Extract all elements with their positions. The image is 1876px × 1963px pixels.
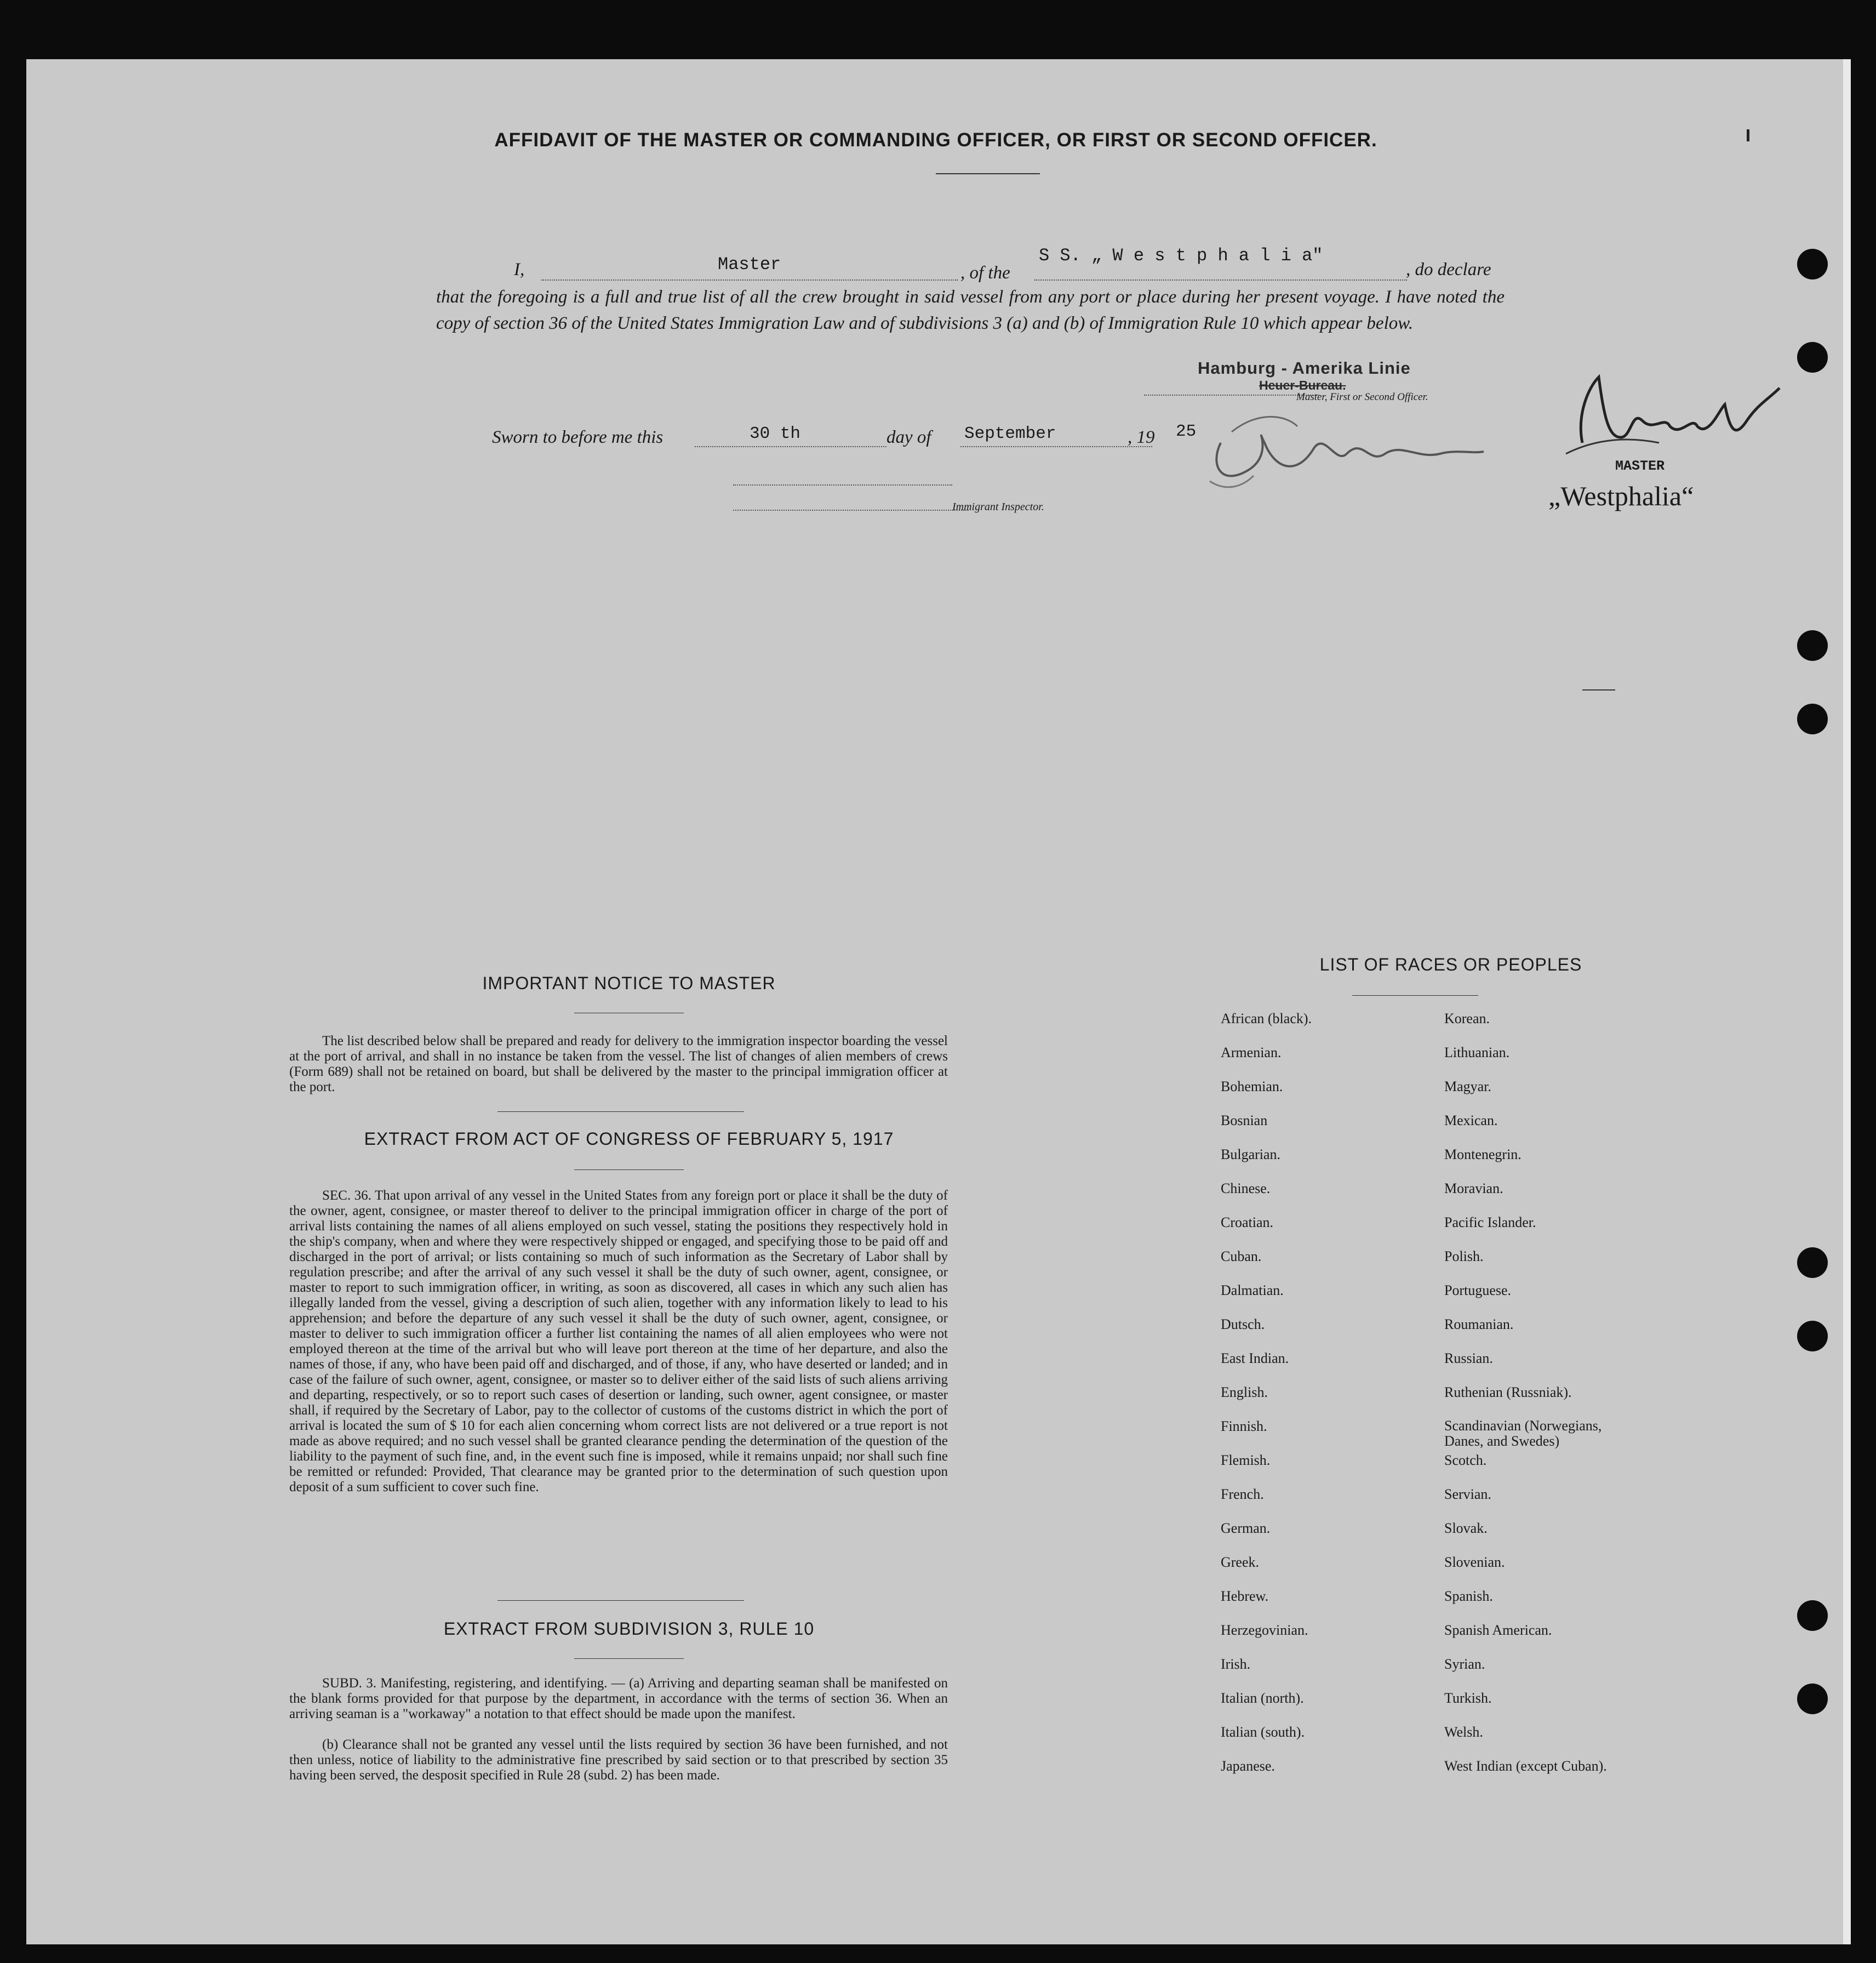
of-the-label: , of the xyxy=(960,263,1010,283)
inspector-line-top xyxy=(733,484,952,486)
punch-hole xyxy=(1797,1684,1828,1714)
sworn-month-line xyxy=(960,446,1152,447)
race-item: Irish. xyxy=(1221,1656,1251,1672)
race-item: Pacific Islander. xyxy=(1444,1214,1536,1230)
rule-text-a: SUBD. 3. Manifesting, registering, and identifying. — (a) Arriving and departing seaman shall be manifested on the blank forms provided for that purpose by the department, in accordance with the terms of section 36. When an arriving seaman is a "workaway" a notation to that effect should be made upon the manifest. xyxy=(289,1676,948,1721)
act-text: SEC. 36. That upon arrival of any vessel in the United States from any foreign port or place it shall be the duty of the owner, agent, consignee, or master thereof to deliver to the principal immigration officer in charge of the port of arrival lists containing the names of all aliens employed on such vessel, stating the positions they respectively hold in the ship's company, when and where they were respectively shipped or engaged, and specifying those to be paid off and discharged in the port of arrival; or lists containing so much of such information as the Secretary of Labor shall by regulation prescribe; and after the arrival of any such vessel it shall be the duty of such owner, agent, consignee, or master to report to such immigration officer, in writing, as soon as discovered, all cases in which any such alien has illegally landed from the vessel, giving a description of such alien, together with any information likely to lead to his apprehension; and before the departure of any such vessel it shall be the duty of such owner, agent, consignee, or master to deliver to such immigration officer a further list containing the names of all alien employees who were not employed thereon at the time of the arrival but who will leave port thereon at the time of her departure, and also the names of those, if any, who have been paid off and discharged, and of those, if any, who have deserted or landed; and in case of the failure of such owner, agent, consignee, or master so to deliver either of the said lists of such aliens arriving and departing, respectively, or so to report such cases of desertion or landing, such owner, agent consignee, or master shall, if required by the Secretary of Labor, pay to the collector of customs of the customs district in which the port of arrival is located the sum of $ 10 for each alien concerning whom correct lists are not delivered or a true report is not made as above required; and no such vessel shall be granted clearance pending the determination of the question of the liability to the payment of such fine, and, in the event such fine is imposed, while it remains unpaid; nor shall such fine be remitted or refunded: Provided, That clearance may be granted prior to the determination of such question upon deposit of a sum sufficient to cover such fine. xyxy=(289,1188,948,1494)
race-item: Polish. xyxy=(1444,1248,1484,1264)
intro-i: I, xyxy=(514,260,525,279)
punch-hole xyxy=(1797,1321,1828,1351)
race-item: African (black). xyxy=(1221,1011,1312,1026)
race-item: Bohemian. xyxy=(1221,1078,1283,1094)
sworn-day-line xyxy=(695,446,886,447)
race-item: Montenegrin. xyxy=(1444,1146,1522,1162)
act-end-divider xyxy=(497,1600,744,1601)
vessel-value: S S. „ W e s t p h a l i a" xyxy=(1039,246,1323,266)
race-item: Bulgarian. xyxy=(1221,1146,1281,1162)
race-item: Spanish American. xyxy=(1444,1622,1552,1638)
race-item: Lithuanian. xyxy=(1444,1045,1510,1060)
company-stamp-line2: Heuer-Bureau. xyxy=(1259,378,1346,392)
punch-hole xyxy=(1797,249,1828,279)
race-item: Korean. xyxy=(1444,1011,1490,1026)
year-prefix: , 19 xyxy=(1128,427,1155,447)
rule-title: EXTRACT FROM SUBDIVISION 3, RULE 10 xyxy=(443,1619,815,1639)
race-item: Finnish. xyxy=(1221,1418,1267,1434)
race-item: Slovak. xyxy=(1444,1520,1488,1536)
race-item: Roumanian. xyxy=(1444,1316,1514,1332)
race-item: Greek. xyxy=(1221,1554,1260,1570)
title-divider xyxy=(936,173,1040,174)
officer-value: Master xyxy=(718,254,781,275)
race-item: Russian. xyxy=(1444,1350,1493,1366)
day-of-label: day of xyxy=(886,427,931,447)
race-item: Moravian. xyxy=(1444,1180,1503,1196)
race-item: French. xyxy=(1221,1486,1264,1502)
signer-caption: Master, First or Second Officer. xyxy=(1296,391,1428,403)
stray-mark xyxy=(1582,689,1615,691)
officer-signature xyxy=(1188,377,1495,503)
rule-text-b: (b) Clearance shall not be granted any vessel until the lists required by section 36 have been furnished, and not then unless, notice of liability to the administrative fine prescribed by said section or to that prescribed by section 35 having been served, the desposit specified in Rule 28 (subd. 2) has been made. xyxy=(289,1737,948,1783)
company-stamp-line1: Hamburg - Amerika Linie xyxy=(1198,358,1411,378)
race-item: Croatian. xyxy=(1221,1214,1274,1230)
race-item: Magyar. xyxy=(1444,1078,1491,1094)
notice-text: The list described below shall be prepared and ready for delivery to the immigration inspector boarding the vessel at the port of arrival, and shall in no instance be taken from the vessel. The list of changes of alien members of crews (Form 689) shall not be retained on board, but shall be delivered by the master to the principal immigration officer at the port. xyxy=(289,1034,948,1094)
act-title: EXTRACT FROM ACT OF CONGRESS OF FEBRUARY 5, 1917 xyxy=(364,1129,894,1149)
races-title: LIST OF RACES OR PEOPLES xyxy=(1319,955,1582,974)
race-item: Scotch. xyxy=(1444,1452,1487,1468)
master-stamp-ship: „Westphalia“ xyxy=(1548,481,1694,511)
master-stamp-title: MASTER xyxy=(1615,458,1665,474)
race-item: Chinese. xyxy=(1221,1180,1271,1196)
vessel-line xyxy=(1034,279,1407,281)
year-value: 25 xyxy=(1176,422,1197,441)
race-item: Hebrew. xyxy=(1221,1588,1269,1604)
race-item: West Indian (except Cuban). xyxy=(1444,1758,1607,1774)
race-item: Turkish. xyxy=(1444,1690,1492,1706)
punch-hole xyxy=(1797,704,1828,734)
race-item: Slovenian. xyxy=(1444,1554,1505,1570)
notice-end-divider xyxy=(497,1111,744,1112)
race-item: German. xyxy=(1221,1520,1271,1536)
race-item: Japanese. xyxy=(1221,1758,1275,1774)
race-item: English. xyxy=(1221,1384,1268,1400)
corner-mark xyxy=(1747,129,1749,141)
sworn-label: Sworn to before me this xyxy=(492,427,664,447)
race-item: East Indian. xyxy=(1221,1350,1289,1366)
race-item: Bosnian xyxy=(1221,1112,1268,1128)
punch-hole xyxy=(1797,630,1828,661)
punch-hole xyxy=(1797,342,1828,373)
race-item: Ruthenian (Russniak). xyxy=(1444,1384,1572,1400)
do-declare-label: , do declare xyxy=(1406,260,1491,279)
race-item: Armenian. xyxy=(1221,1045,1282,1060)
notice-title: IMPORTANT NOTICE TO MASTER xyxy=(482,973,776,993)
race-item: Dalmatian. xyxy=(1221,1282,1284,1298)
sworn-day-value: 30 th xyxy=(750,424,801,443)
act-divider xyxy=(574,1169,684,1170)
inspector-caption: Immigrant Inspector. xyxy=(952,501,1044,513)
document-page xyxy=(26,59,1851,1944)
race-item: Cuban. xyxy=(1221,1248,1262,1264)
sworn-month-value: September xyxy=(964,424,1056,443)
race-item: Servian. xyxy=(1444,1486,1491,1502)
race-item: Italian (south). xyxy=(1221,1724,1305,1740)
race-item: Flemish. xyxy=(1221,1452,1271,1468)
race-item: Spanish. xyxy=(1444,1588,1493,1604)
races-divider xyxy=(1352,995,1478,996)
punch-hole xyxy=(1797,1247,1828,1278)
rule-divider xyxy=(574,1658,684,1659)
race-item: Syrian. xyxy=(1444,1656,1485,1672)
inspector-line xyxy=(733,510,969,511)
affidavit-title: AFFIDAVIT OF THE MASTER OR COMMANDING OFFICER, OR FIRST OR SECOND OFFICER. xyxy=(494,129,1377,151)
race-item: Herzegovinian. xyxy=(1221,1622,1308,1638)
race-item: Italian (north). xyxy=(1221,1690,1304,1706)
race-item: Welsh. xyxy=(1444,1724,1483,1740)
officer-line xyxy=(541,279,958,281)
race-item: Mexican. xyxy=(1444,1112,1498,1128)
race-item: Dutsch. xyxy=(1221,1316,1265,1332)
race-item: Scandinavian (Norwegians, Danes, and Swedes) xyxy=(1444,1418,1602,1449)
punch-hole xyxy=(1797,1600,1828,1631)
declaration-text: that the foregoing is a full and true list of all the crew brought in said vessel from any port or place during her present voyage. I have noted the copy of section 36 of the United States Immigration Law and of subdivisions 3 (a) and (b) of Immigration Rule 10 which appear below. xyxy=(436,287,1505,333)
race-item: Portuguese. xyxy=(1444,1282,1512,1298)
master-signature xyxy=(1549,355,1801,465)
